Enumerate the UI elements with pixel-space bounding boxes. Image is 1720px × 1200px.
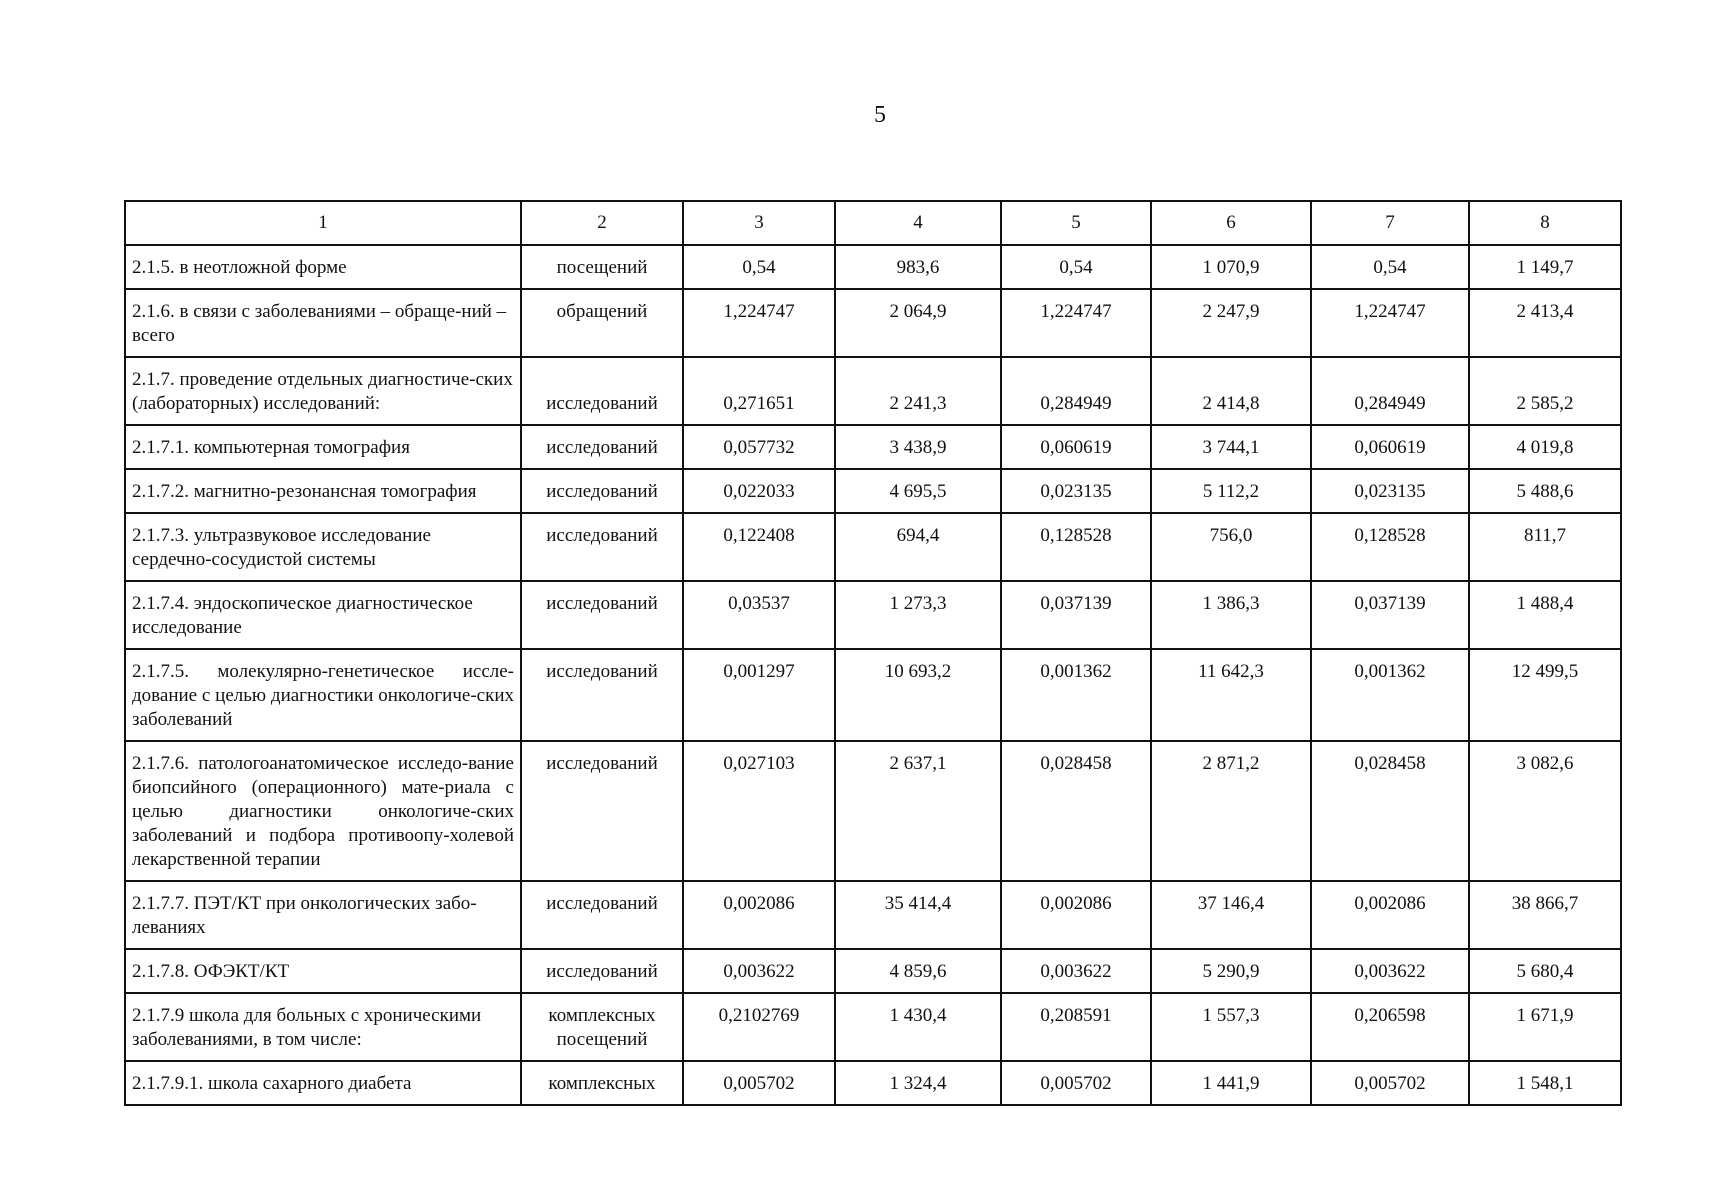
table-row	[125, 357, 1621, 425]
row-value: 11 642,3	[1151, 649, 1311, 741]
row-value: 37 146,4	[1151, 881, 1311, 949]
row-value: 0,002086	[683, 881, 835, 949]
row-value: 0,03537	[683, 581, 835, 649]
column-header: 8	[1469, 201, 1621, 245]
row-value: 2 064,9	[835, 289, 1001, 357]
row-value: 1,224747	[683, 289, 835, 357]
column-header: 7	[1311, 201, 1469, 245]
row-value: 983,6	[835, 245, 1001, 289]
row-name: 2.1.7.1. компьютерная томография	[125, 425, 521, 469]
column-header: 4	[835, 201, 1001, 245]
row-value: 1 273,3	[835, 581, 1001, 649]
table-row	[125, 1061, 1621, 1105]
table-row	[125, 469, 1621, 513]
row-value: 0,206598	[1311, 993, 1469, 1061]
row-value: 0,128528	[1001, 513, 1151, 581]
tariff-table	[124, 200, 1622, 1106]
row-value: 0,54	[1001, 245, 1151, 289]
row-value: 5 680,4	[1469, 949, 1621, 993]
row-value: 0,023135	[1001, 469, 1151, 513]
row-value: 0,023135	[1311, 469, 1469, 513]
row-value: 1 149,7	[1469, 245, 1621, 289]
row-value: 0,005702	[1001, 1061, 1151, 1105]
row-value: 3 438,9	[835, 425, 1001, 469]
row-value: 0,003622	[1311, 949, 1469, 993]
row-value: 0,2102769	[683, 993, 835, 1061]
row-name: 2.1.7.7. ПЭТ/КТ при онкологических забо-леваниях	[125, 881, 521, 949]
row-name: 2.1.7.8. ОФЭКТ/КТ	[125, 949, 521, 993]
row-value: 0,122408	[683, 513, 835, 581]
row-value: 1 548,1	[1469, 1061, 1621, 1105]
row-unit: исследований	[521, 357, 683, 425]
row-name: 2.1.7.5. молекулярно-генетическое иссле-дование с целью диагностики онкологиче-ских заболеваний	[125, 649, 521, 741]
row-value: 4 859,6	[835, 949, 1001, 993]
row-value: 0,128528	[1311, 513, 1469, 581]
row-value: 2 241,3	[835, 357, 1001, 425]
row-value: 0,003622	[683, 949, 835, 993]
row-value: 38 866,7	[1469, 881, 1621, 949]
row-value: 0,028458	[1311, 741, 1469, 881]
table-row	[125, 949, 1621, 993]
table-row	[125, 513, 1621, 581]
row-value: 811,7	[1469, 513, 1621, 581]
row-unit: исследований	[521, 581, 683, 649]
row-name: 2.1.5. в неотложной форме	[125, 245, 521, 289]
row-name: 2.1.7.4. эндоскопическое диагностическое исследование	[125, 581, 521, 649]
table-row	[125, 649, 1621, 741]
row-value: 12 499,5	[1469, 649, 1621, 741]
row-unit: исследований	[521, 425, 683, 469]
column-header: 2	[521, 201, 683, 245]
row-name: 2.1.7. проведение отдельных диагностиче-ских (лабораторных) исследований:	[125, 357, 521, 425]
table-row	[125, 581, 1621, 649]
row-value: 2 413,4	[1469, 289, 1621, 357]
table-row	[125, 741, 1621, 881]
row-value: 5 112,2	[1151, 469, 1311, 513]
table-row	[125, 289, 1621, 357]
row-value: 0,001362	[1311, 649, 1469, 741]
row-value: 4 019,8	[1469, 425, 1621, 469]
row-unit: обращений	[521, 289, 683, 357]
row-value: 1,224747	[1311, 289, 1469, 357]
row-value: 0,002086	[1311, 881, 1469, 949]
row-unit: исследований	[521, 741, 683, 881]
row-value: 0,037139	[1311, 581, 1469, 649]
row-value: 1 488,4	[1469, 581, 1621, 649]
column-header: 6	[1151, 201, 1311, 245]
row-value: 5 488,6	[1469, 469, 1621, 513]
table-row	[125, 245, 1621, 289]
row-value: 10 693,2	[835, 649, 1001, 741]
row-value: 1 441,9	[1151, 1061, 1311, 1105]
row-unit: исследований	[521, 513, 683, 581]
row-value: 0,54	[1311, 245, 1469, 289]
column-header: 3	[683, 201, 835, 245]
row-value: 0,060619	[1001, 425, 1151, 469]
row-name: 2.1.7.9 школа для больных с хроническими заболеваниями, в том числе:	[125, 993, 521, 1061]
row-value: 0,022033	[683, 469, 835, 513]
row-value: 2 585,2	[1469, 357, 1621, 425]
row-value: 0,271651	[683, 357, 835, 425]
column-header: 1	[125, 201, 521, 245]
column-header: 5	[1001, 201, 1151, 245]
row-name: 2.1.7.9.1. школа сахарного диабета	[125, 1061, 521, 1105]
row-value: 0,060619	[1311, 425, 1469, 469]
row-unit: исследований	[521, 469, 683, 513]
row-value: 0,028458	[1001, 741, 1151, 881]
row-value: 5 290,9	[1151, 949, 1311, 993]
row-value: 1 671,9	[1469, 993, 1621, 1061]
row-value: 0,001297	[683, 649, 835, 741]
row-value: 0,208591	[1001, 993, 1151, 1061]
row-value: 4 695,5	[835, 469, 1001, 513]
row-unit: исследований	[521, 881, 683, 949]
row-value: 0,001362	[1001, 649, 1151, 741]
row-value: 0,057732	[683, 425, 835, 469]
row-name: 2.1.6. в связи с заболеваниями – обраще-ний – всего	[125, 289, 521, 357]
row-unit: комплексных посещений	[521, 993, 683, 1061]
row-value: 0,005702	[1311, 1061, 1469, 1105]
row-value: 0,54	[683, 245, 835, 289]
row-value: 1 557,3	[1151, 993, 1311, 1061]
page-number: 5	[874, 102, 886, 128]
table-row	[125, 881, 1621, 949]
row-value: 0,284949	[1001, 357, 1151, 425]
row-value: 2 247,9	[1151, 289, 1311, 357]
header-row	[125, 201, 1621, 245]
row-value: 756,0	[1151, 513, 1311, 581]
row-value: 0,027103	[683, 741, 835, 881]
row-name: 2.1.7.6. патологоанатомическое исследо-вание биопсийного (операционного) мате-риала с целью диагностики онкологиче-ских заболеваний и подбора противоопу-холевой лекарственной терапии	[125, 741, 521, 881]
row-value: 2 871,2	[1151, 741, 1311, 881]
row-value: 0,005702	[683, 1061, 835, 1105]
row-unit: исследований	[521, 649, 683, 741]
row-value: 3 082,6	[1469, 741, 1621, 881]
row-unit: исследований	[521, 949, 683, 993]
row-value: 0,284949	[1311, 357, 1469, 425]
table-row	[125, 993, 1621, 1061]
row-value: 1 386,3	[1151, 581, 1311, 649]
row-name: 2.1.7.2. магнитно-резонансная томография	[125, 469, 521, 513]
row-value: 3 744,1	[1151, 425, 1311, 469]
row-value: 2 414,8	[1151, 357, 1311, 425]
row-unit: посещений	[521, 245, 683, 289]
table-row	[125, 425, 1621, 469]
row-unit: комплексных	[521, 1061, 683, 1105]
row-value: 35 414,4	[835, 881, 1001, 949]
row-value: 2 637,1	[835, 741, 1001, 881]
row-value: 1,224747	[1001, 289, 1151, 357]
row-value: 0,002086	[1001, 881, 1151, 949]
row-value: 1 430,4	[835, 993, 1001, 1061]
row-value: 694,4	[835, 513, 1001, 581]
row-name: 2.1.7.3. ультразвуковое исследование сердечно-сосудистой системы	[125, 513, 521, 581]
row-value: 0,003622	[1001, 949, 1151, 993]
row-value: 1 070,9	[1151, 245, 1311, 289]
row-value: 0,037139	[1001, 581, 1151, 649]
row-value: 1 324,4	[835, 1061, 1001, 1105]
